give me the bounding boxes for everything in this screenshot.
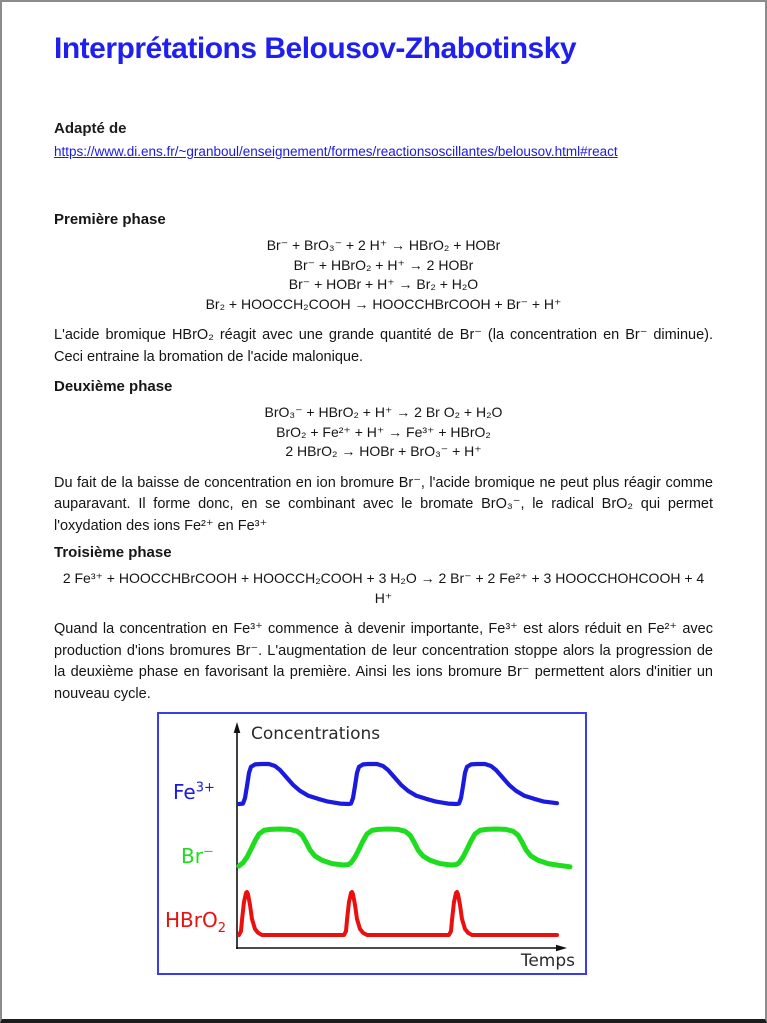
series-curve-br [239,829,570,867]
equation-line: Br⁻ + BrO₃⁻ + 2 H⁺ → HBrO₂ + HOBr [266,237,501,253]
phase-2-equations [54,403,713,462]
series-curve-hbro2 [239,892,557,935]
phase-2-paragraph: Du fait de la baisse de concentration en ion bromure Br⁻, l'acide bromique ne peut plus réagir comme auparavant. Il forme donc, en se combinant avec le bromate BrO₃⁻, le radical BrO₂ qui permet l'oxydation des ions Fe²⁺ en Fe³⁺ [54,474,713,534]
equation-line: Br⁻ + HOBr + H⁺ → Br₂ + H₂O [288,276,479,292]
adapted-from-label: Adapté de [54,120,127,137]
phase-1-section [54,211,713,368]
y-axis-arrow-icon [234,722,241,733]
oscillation-chart [157,712,587,975]
phase-3-heading: Troisième phase [54,544,172,561]
page-title: Interprétations Belousov-Zhabotinsky [54,32,577,65]
fe3-label-sup: 3+ [195,780,215,796]
phase-3-paragraph: Quand la concentration en Fe³⁺ commence à devenir importante, Fe³⁺ est alors réduit en Fe²⁺ avec production d'ions bromures Br⁻. L'augmentation de leur concentration stoppe alors la progression de la deuxième phase en favorisant la première. Ainsi les ions bromure Br⁻ permettent alors d'initier un nouveau cycle. [54,621,713,702]
phase-3-equations [54,569,713,608]
equation-line: Br⁻ + HBrO₂ + H⁺ → 2 HOBr [293,256,474,273]
fe3-series-label [173,780,215,804]
fe3-label-base: Fe [173,780,196,804]
br-label-sup: − [202,844,214,860]
y-axis-label: Concentrations [251,724,381,744]
equation-line: BrO₃⁻ + HBrO₂ + H⁺ → 2 Br O₂ + H₂O [264,404,503,420]
equation-line: 2 Fe³⁺ + HOOCCHBrCOOH + HOOCCH₂COOH + 3 H₂O → 2 Br⁻ + 2 Fe²⁺ + 3 HOOCCHOHCOOH + 4 H⁺ [62,570,705,606]
hbro2-label-base: HBrO [165,908,218,932]
equation-line: BrO₂ + Fe²⁺ + H⁺ → Fe³⁺ + HBrO₂ [276,423,491,440]
equation-line: 2 HBrO₂ → HOBr + BrO₃⁻ + H⁺ [285,443,482,459]
br-label-base: Br [181,844,203,868]
br-series-label [181,844,214,868]
phase-2-section [54,378,713,537]
phase-2-heading: Deuxième phase [54,378,173,395]
equation-line: Br₂ + HOOCCH₂COOH → HOOCCHBrCOOH + Br⁻ + H⁺ [205,295,562,312]
phase-3-section [54,544,713,705]
hbro2-label-sub: 2 [217,921,227,936]
hbro2-series-label [165,908,226,936]
x-axis-label: Temps [520,951,575,971]
phase-1-equations [54,236,713,314]
phase-1-heading: Première phase [54,211,166,228]
phase-1-paragraph: L'acide bromique HBrO₂ réagit avec une grande quantité de Br⁻ (la concentration en Br⁻ diminue). Ceci entraine la bromation de l'acide malonique. [54,327,713,365]
source-link[interactable]: https://www.di.ens.fr/~granboul/enseignement/formes/reactionsoscillantes/belousov.html#react [54,144,618,159]
source-section [54,120,713,161]
series-curve-fe3 [239,764,557,804]
